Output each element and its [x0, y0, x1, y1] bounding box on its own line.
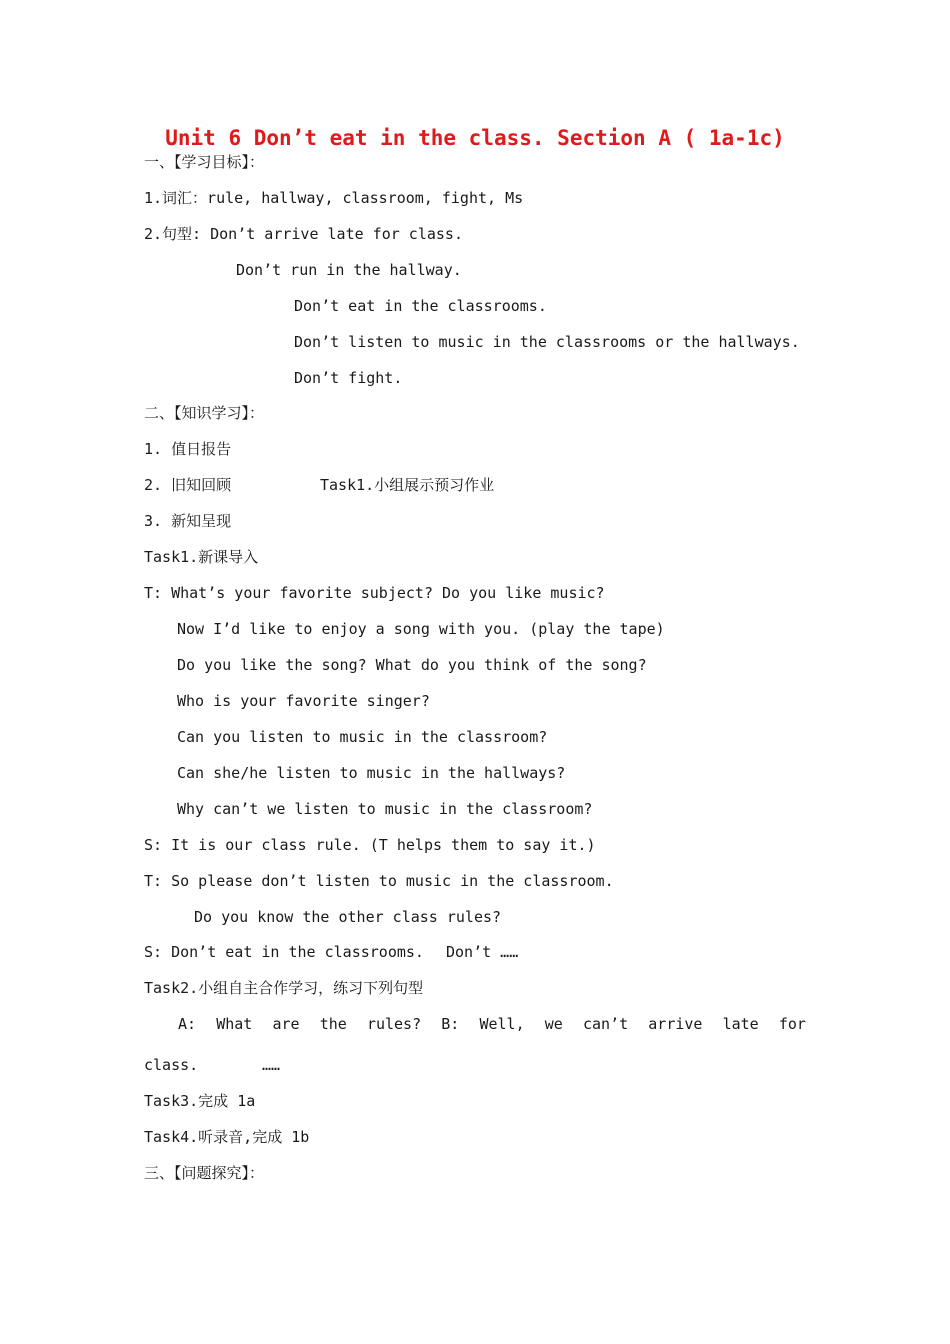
knowledge-item-2: 2. 旧知回顾 — [144, 476, 232, 494]
dialogue-line: Do you like the song? What do you think of the song? — [177, 656, 647, 674]
dialogue-line: Now I’d like to enjoy a song with you. (play the tape) — [177, 620, 665, 638]
sentence-pattern-intro: 2.句型: Don’t arrive late for class. — [144, 225, 463, 243]
sentence-pattern-3: Don’t eat in the classrooms. — [294, 297, 547, 315]
word: are — [272, 1015, 300, 1033]
dialogue-line: Can you listen to music in the classroom? — [177, 728, 548, 746]
section-heading-objectives: 一、【学习目标】： — [144, 153, 265, 171]
word: arrive — [648, 1015, 703, 1033]
dialogue-line: Who is your favorite singer? — [177, 692, 430, 710]
word: late — [722, 1015, 759, 1033]
task2-continuation: class. — [144, 1056, 199, 1074]
sentence-pattern-5: Don’t fight. — [294, 369, 403, 387]
dialogue-line: T: So please don’t listen to music in the classroom. — [144, 872, 614, 890]
word: A: — [178, 1015, 197, 1033]
vocabulary-line: 1.词汇：rule, hallway, classroom, fight, Ms — [144, 189, 524, 207]
task2-example-sentence — [178, 1015, 806, 1033]
dialogue-line: Can she/he listen to music in the hallways? — [177, 764, 566, 782]
knowledge-item-2-task: Task1.小组展示预习作业 — [320, 476, 495, 494]
word: Well, — [479, 1015, 525, 1033]
section-heading-inquiry: 三、【问题探究】： — [144, 1164, 265, 1182]
sentence-pattern-4: Don’t listen to music in the classrooms or the hallways. — [294, 333, 800, 351]
dialogue-line-continued: Don’t …… — [446, 943, 519, 961]
sentence-pattern-2: Don’t run in the hallway. — [236, 261, 462, 279]
task3-heading: Task3.完成 1a — [144, 1092, 256, 1110]
word: we — [544, 1015, 563, 1033]
word: B: — [441, 1015, 460, 1033]
word: rules? — [366, 1015, 422, 1033]
task4-heading: Task4.听录音,完成 1b — [144, 1128, 310, 1146]
dialogue-line: S: Don’t eat in the classrooms. — [144, 943, 424, 961]
word: the — [319, 1015, 347, 1033]
word: What — [216, 1015, 253, 1033]
word: can’t — [582, 1015, 629, 1033]
dialogue-line: Why can’t we listen to music in the classroom? — [177, 800, 593, 818]
section-heading-knowledge: 二、【知识学习】： — [144, 404, 265, 422]
task2-ellipsis: …… — [262, 1056, 281, 1074]
word: for — [778, 1015, 806, 1033]
document-title: Unit 6 Don’t eat in the class. Section A ( 1a-1c) — [165, 126, 785, 150]
dialogue-line: T: What’s your favorite subject? Do you like music? — [144, 584, 605, 602]
knowledge-item-3: 3. 新知呈现 — [144, 512, 232, 530]
dialogue-line: S: It is our class rule. (T helps them to say it.) — [144, 836, 596, 854]
task1-heading: Task1.新课导入 — [144, 548, 259, 566]
dialogue-line: Do you know the other class rules? — [194, 908, 502, 926]
task2-heading: Task2.小组自主合作学习，练习下列句型 — [144, 979, 424, 997]
knowledge-item-1: 1. 值日报告 — [144, 440, 232, 458]
